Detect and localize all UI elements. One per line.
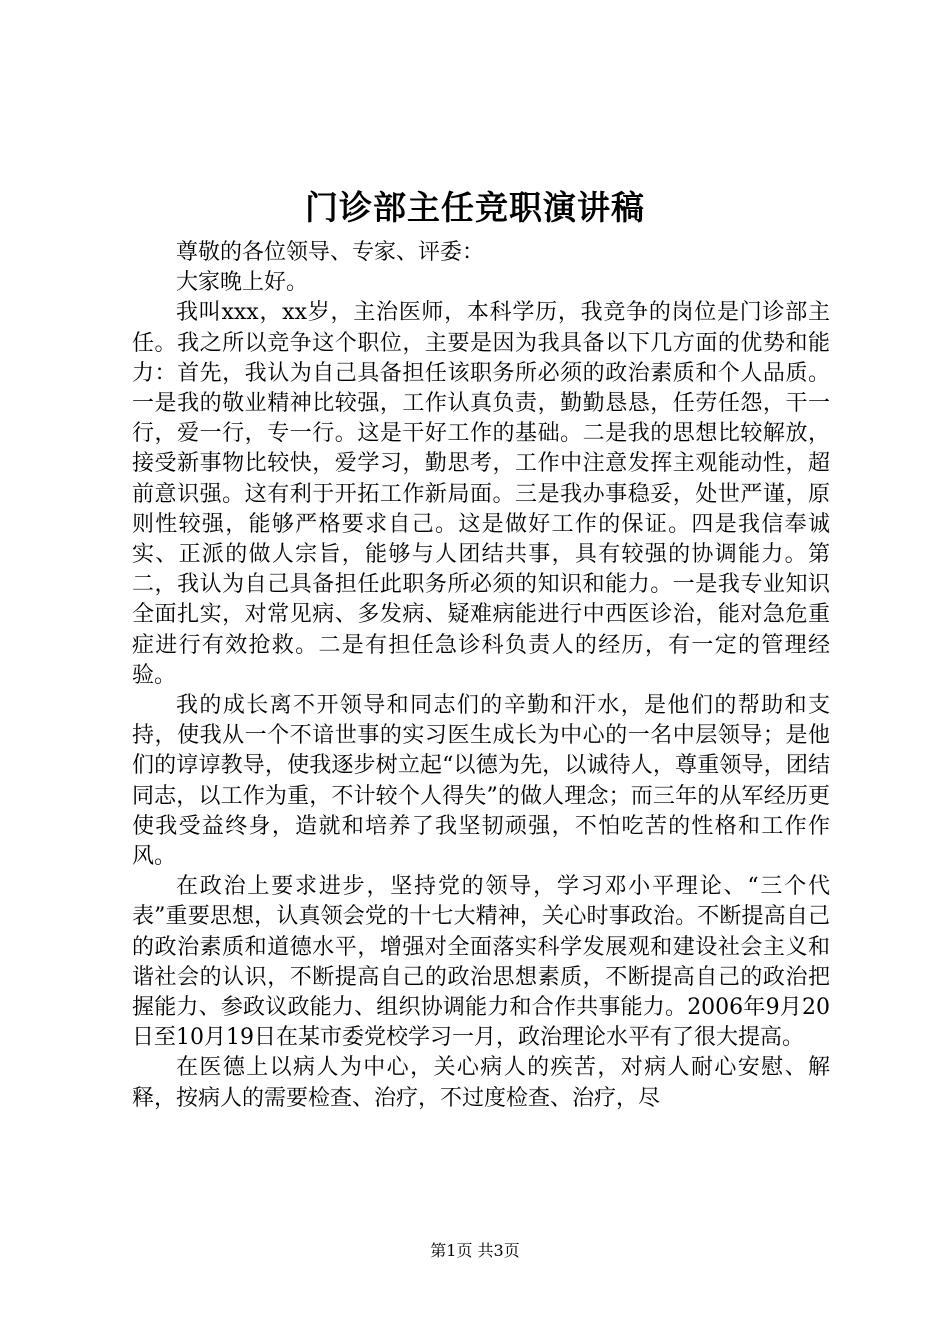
paragraph-qualifications: 我叫xxx，xx岁，主治医师，本科学历，我竞争的岗位是门诊部主任。我之所以竞争这个职位，主要是因为我具备以下几方面的优势和能力：首先，我认为自己具备担任该职务所必须的政治素质和个人品质。一是我的敬业精神比较强，工作认真负责，勤勤恳恳，任劳任怨，干一行，爱一行，专一行。这是干好工作的基础。二是我的思想比较解放，接受新事物比较快，爱学习，勤思考，工作中注意发挥主观能动性，超前意识强。这有利于开拓工作新局面。三是我办事稳妥，处世严谨，原则性较强，能够严格要求自己。这是做好工作的保证。四是我信奉诚实、正派的做人宗旨，能够与人团结共事，具有较强的协调能力。第二，我认为自己具备担任此职务所必须的知识和能力。一是我专业知识全面扎实，对常见病、多发病、疑难病能进行中西医诊治，能对急危重症进行有效抢救。二是有担任急诊科负责人的经历，有一定的管理经验。 [132, 300, 830, 688]
page-number-footer: 第1页 共3页 [430, 1241, 520, 1260]
paragraph-politics: 在政治上要求进步，坚持党的领导，学习邓小平理论、“三个代表”重要思想，认真领会党的十七大精神，关心时事政治。不断提高自己的政治素质和道德水平，增强对全面落实科学发展观和建设社会主义和谐社会的认识，不断提高自己的政治思想素质，不断提高自己的政治把握能力、参政议政能力、组织协调能力和合作共事能力。2006年9月20日至10月19日在某市委党校学习一月，政治理论水平有了很大提高。 [132, 874, 830, 1051]
document-body [132, 238, 830, 1114]
salutation: 尊敬的各位领导、专家、评委： [176, 240, 485, 265]
greeting: 大家晚上好。 [176, 270, 309, 296]
paragraph-medical-ethics: 在医德上以病人为中心，关心病人的疾苦，对病人耐心安慰、解释，按病人的需要检查、治疗，不过度检查、治疗，尽 [132, 1055, 830, 1111]
paragraph-growth: 我的成长离不开领导和同志们的辛勤和汗水，是他们的帮助和支持，使我从一个不谙世事的实习医生成长为中心的一名中层领导；是他们的谆谆教导，使我逐步树立起“以德为先，以诚待人，尊重领导，团结同志，以工作为重，不计较个人得失”的做人理念；而三年的从军经历更使我受益终身，造就和培养了我坚韧顽强，不怕吃苦的性格和工作作风。 [132, 693, 830, 870]
document-title: 门诊部主任竞职演讲稿 [305, 188, 645, 227]
